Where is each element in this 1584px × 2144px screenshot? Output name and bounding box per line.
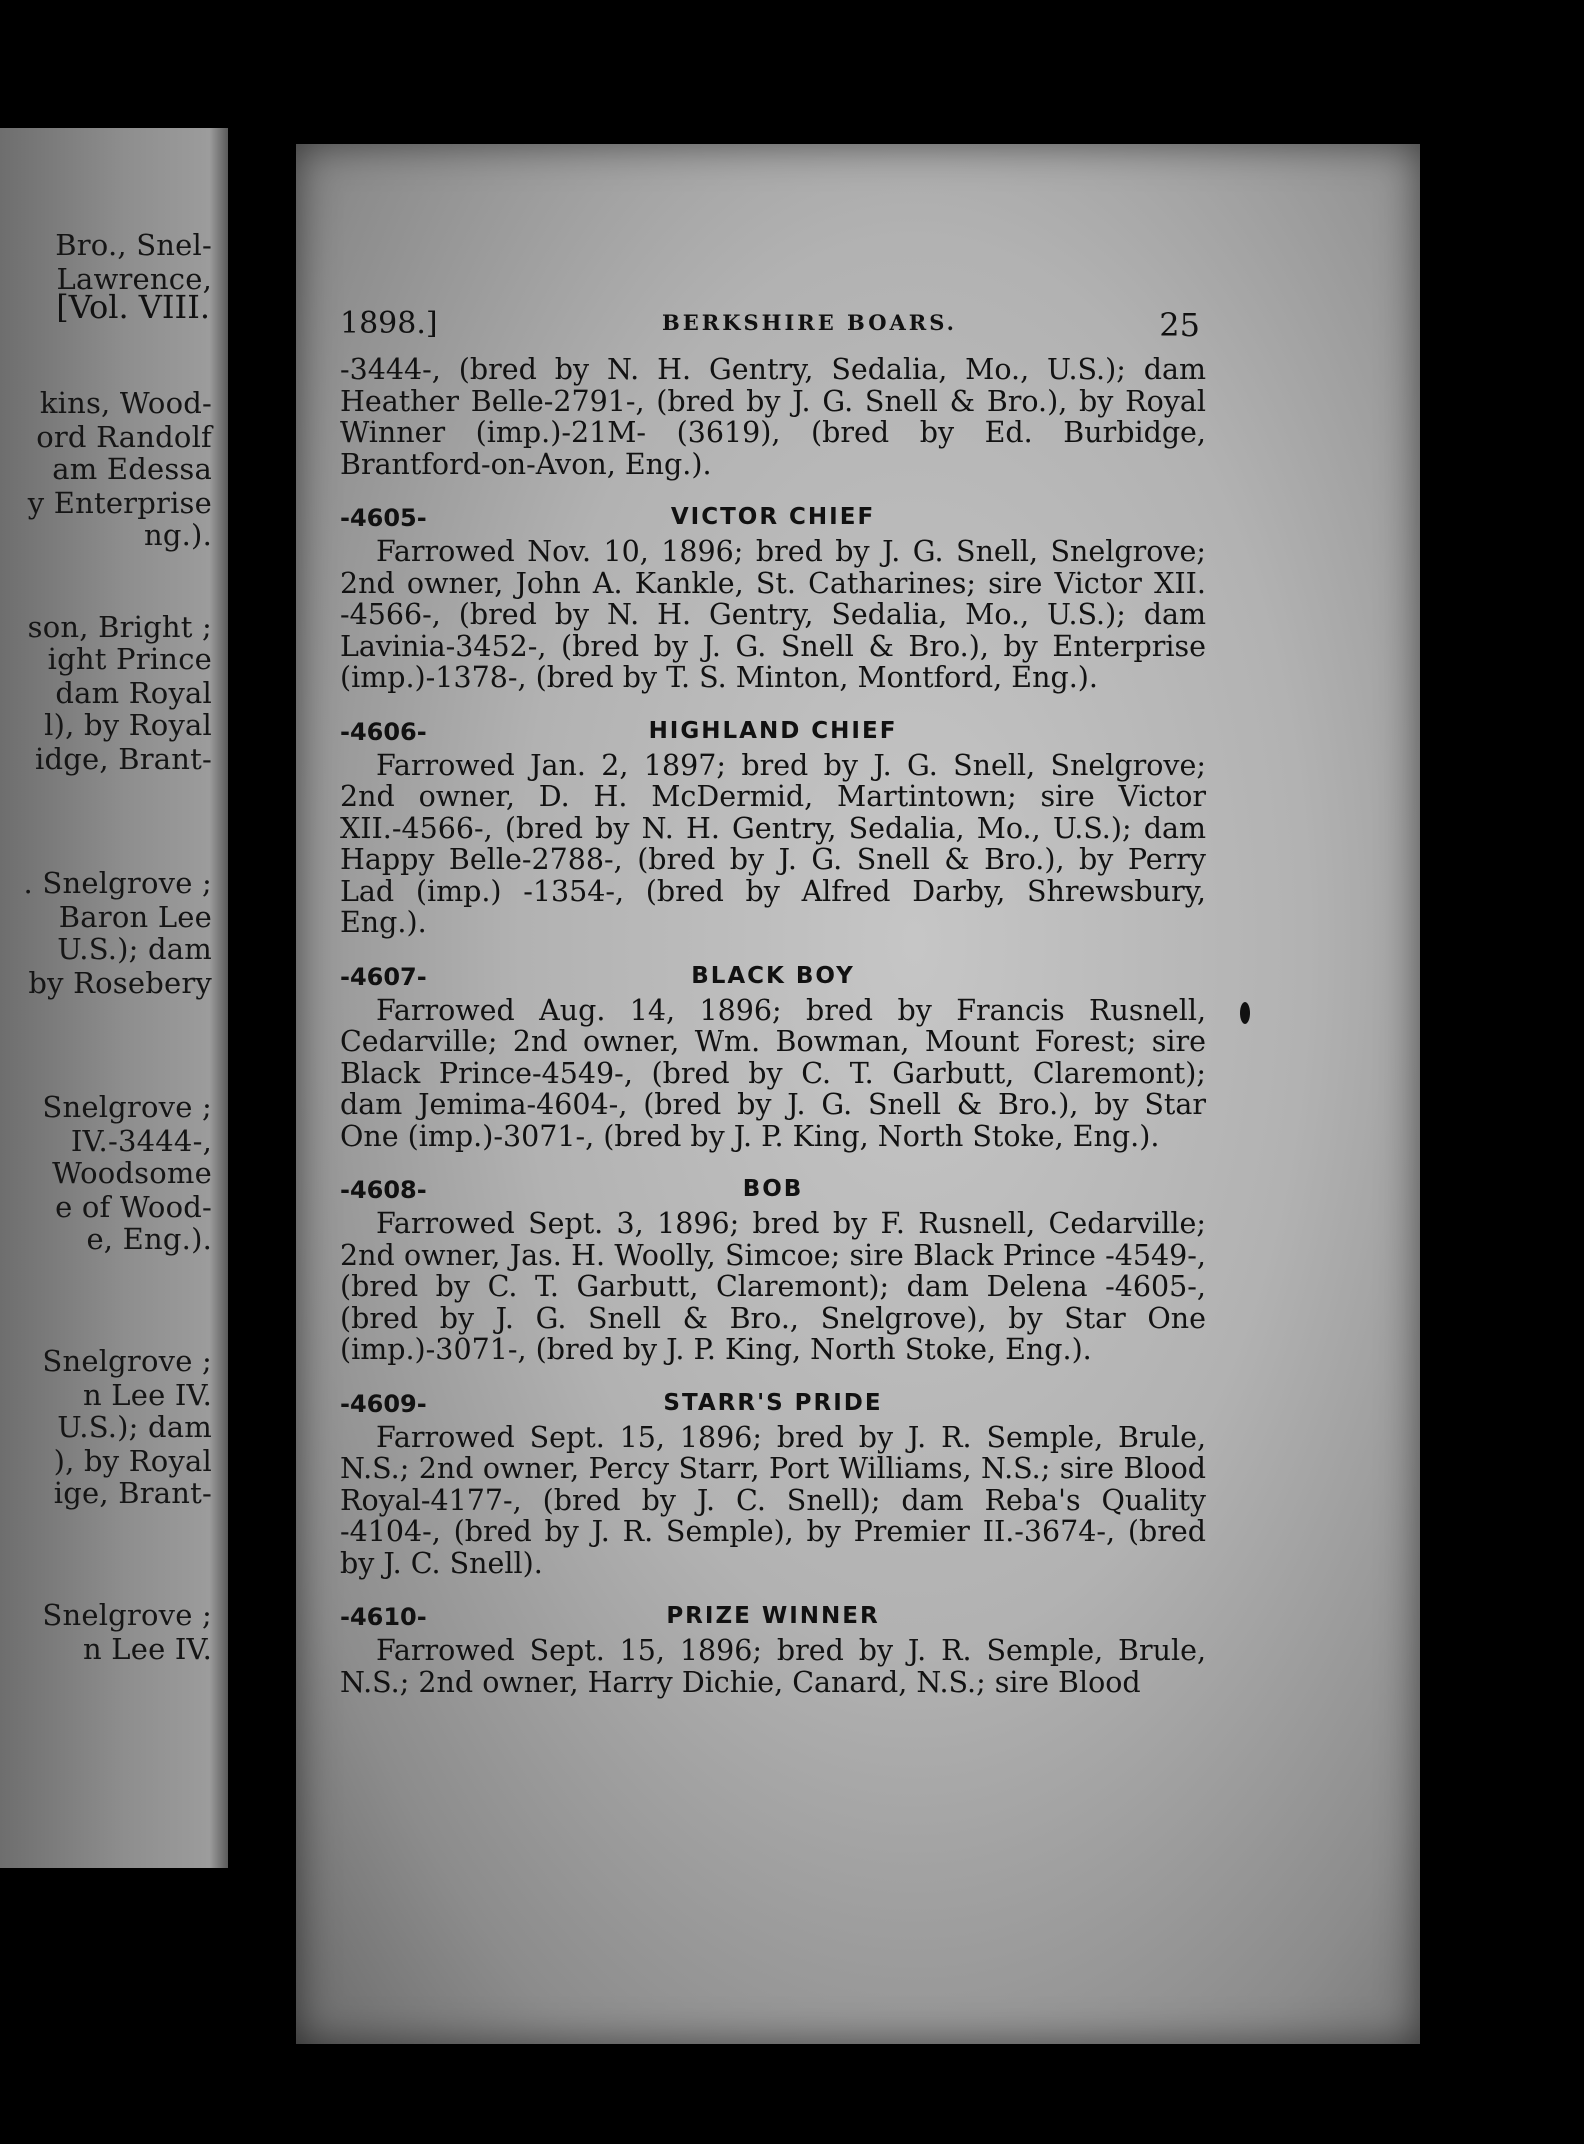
left-page-line: n Lee IV. bbox=[82, 1632, 212, 1666]
left-page-line: ight Prince bbox=[47, 642, 212, 676]
left-page-line: e, Eng.). bbox=[86, 1222, 212, 1256]
left-page-line: y Enterprise bbox=[27, 486, 212, 520]
header-year: 1898.] bbox=[340, 306, 438, 341]
entry-text: Farrowed Aug. 14, 1896; bred by Francis Rusnell, Cedarville; 2nd owner, Wm. Bowman, Mount Forest; sire Black Prince-4549-, (bred by C. T. Garbutt, Claremont); dam Jemima-4604-, (bred by J. G. Snell & Bro.), by Star One (imp.)-3071-, (bred by J. P. King, North Stoke, Eng.). bbox=[340, 993, 1206, 1153]
entry-name: BLACK BOY bbox=[691, 962, 855, 989]
page-header bbox=[340, 306, 1200, 346]
left-page-line: son, Bright ; bbox=[27, 610, 212, 644]
entry-heading bbox=[340, 1378, 1206, 1422]
left-page-line: idge, Brant- bbox=[35, 742, 212, 776]
left-page-line: Lawrence, bbox=[56, 262, 212, 296]
left-page-line: n Lee IV. bbox=[82, 1378, 212, 1412]
entry-name: VICTOR CHIEF bbox=[670, 504, 876, 530]
left-page-line: by Rosebery bbox=[28, 966, 212, 1000]
left-page-line: Snelgrove ; bbox=[42, 1090, 212, 1124]
left-page-line: ng.). bbox=[144, 518, 212, 552]
left-page-line: ige, Brant- bbox=[53, 1476, 212, 1510]
entry-name: STARR'S PRIDE bbox=[663, 1389, 883, 1416]
left-page-line: am Edessa bbox=[52, 452, 212, 486]
left-page-line: Snelgrove ; bbox=[42, 1598, 212, 1632]
entry-text: Farrowed Jan. 2, 1897; bred by J. G. Snell, Snelgrove; 2nd owner, D. H. McDermid, Martintown; sire Victor XII.-4566-, (bred by N. H. Gentry, Sedalia, Mo., U.S.); dam Happy Belle-2788-, (bred by J. G. Snell & Bro.), by Perry Lad (imp.) -1354-, (bred by Alfred Darby, Shrewsbury, Eng.). bbox=[340, 748, 1206, 939]
entry-heading bbox=[340, 951, 1206, 995]
left-page-line: e of Wood- bbox=[55, 1190, 212, 1224]
entry-number: -4609- bbox=[340, 1389, 427, 1418]
entry-4607 bbox=[340, 951, 1206, 1153]
left-page-line: kins, Wood- bbox=[39, 386, 212, 420]
entry-name: BOB bbox=[742, 1176, 804, 1202]
entry-4610 bbox=[340, 1591, 1206, 1698]
entry-heading bbox=[340, 492, 1206, 536]
entry-number: -4608- bbox=[340, 1176, 427, 1204]
running-title: BERKSHIRE BOARS. bbox=[662, 310, 957, 335]
left-page-line: Bro., Snel- bbox=[55, 228, 212, 262]
entry-text: Farrowed Sept. 15, 1896; bred by J. R. Semple, Brule, N.S.; 2nd owner, Percy Starr, Port Williams, N.S.; sire Blood Royal-4177-, (bred by J. C. Snell); dam Reba's Quality -4104-, (bred by J. R. Semple), by Premier II.-3674-, (bred by J. C. Snell). bbox=[340, 1420, 1206, 1580]
left-page-header: [Vol. VIII. bbox=[56, 288, 210, 326]
ink-smudge bbox=[1240, 1002, 1250, 1024]
entry-name: HIGHLAND CHIEF bbox=[648, 717, 898, 744]
entry-heading bbox=[340, 1164, 1206, 1208]
left-page-line: Baron Lee bbox=[58, 900, 212, 934]
entry-number: -4606- bbox=[340, 717, 427, 746]
entry-name: PRIZE WINNER bbox=[666, 1603, 880, 1629]
entry-text: Farrowed Nov. 10, 1896; bred by J. G. Snell, Snelgrove; 2nd owner, John A. Kankle, St. Catharines; sire Victor XII. -4566-, (bred by N. H. Gentry, Sedalia, Mo., U.S.); dam Lavinia-3452-, (bred by J. G. Snell & Bro.), by Enterprise (imp.)-1378-, (bred by T. S. Minton, Montford, Eng.). bbox=[340, 535, 1206, 694]
continuation-paragraph: -3444-, (bred by N. H. Gentry, Sedalia, Mo., U.S.); dam Heather Belle-2791-, (bred by J. G. Snell & Bro.), by Royal Winner (imp.)-21M- (3619), (bred by Ed. Burbidge, Brantford-on-Avon, Eng.). bbox=[340, 353, 1206, 481]
entry-number: -4607- bbox=[340, 962, 427, 991]
left-page-line: U.S.); dam bbox=[57, 932, 212, 966]
entry-4608 bbox=[340, 1164, 1206, 1366]
entry-text: Farrowed Sept. 15, 1896; bred by J. R. Semple, Brule, N.S.; 2nd owner, Harry Dichie, Canard, N.S.; sire Blood bbox=[340, 1634, 1206, 1699]
entries-list bbox=[340, 354, 1206, 1698]
entry-4609 bbox=[340, 1378, 1206, 1580]
left-page-line: dam Royal bbox=[55, 676, 212, 710]
left-page-line: ), by Royal bbox=[53, 1444, 212, 1478]
entry-number: -4610- bbox=[340, 1603, 427, 1631]
left-page-line: Snelgrove ; bbox=[42, 1344, 212, 1378]
entry-4606 bbox=[340, 706, 1206, 939]
entry-number: -4605- bbox=[340, 504, 427, 532]
left-page-line: IV.-3444-, bbox=[70, 1124, 212, 1158]
adjacent-left-page bbox=[0, 128, 228, 1868]
left-page-line: ord Randolf bbox=[36, 420, 212, 454]
page-number: 25 bbox=[1159, 306, 1200, 344]
left-page-line: . Snelgrove ; bbox=[23, 866, 212, 900]
left-page-line: U.S.); dam bbox=[57, 1410, 212, 1444]
left-page-line: l), by Royal bbox=[44, 708, 212, 742]
entry-4605 bbox=[340, 492, 1206, 694]
left-page-line: Woodsome bbox=[52, 1156, 212, 1190]
entry-heading bbox=[340, 1591, 1206, 1635]
entry-heading bbox=[340, 706, 1206, 750]
entry-text: Farrowed Sept. 3, 1896; bred by F. Rusnell, Cedarville; 2nd owner, Jas. H. Woolly, Simcoe; sire Black Prince -4549-, (bred by C. T. Garbutt, Claremont); dam Delena -4605-, (bred by J. G. Snell & Bro., Snelgrove), by Star One (imp.)-3071-, (bred by J. P. King, North Stoke, Eng.). bbox=[340, 1207, 1206, 1366]
book-page bbox=[296, 144, 1420, 2044]
